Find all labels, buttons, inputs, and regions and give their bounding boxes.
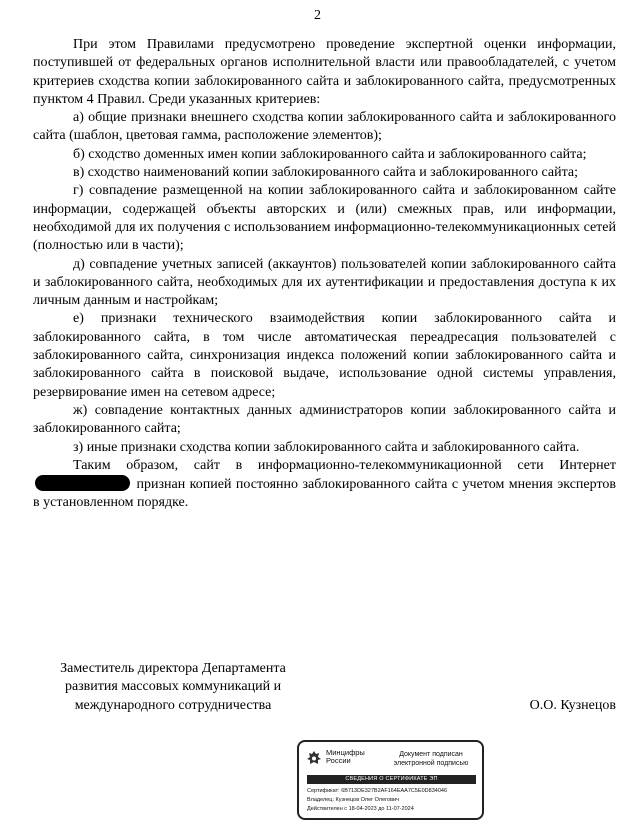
signatory-position — [33, 660, 313, 715]
certificate-validity: Действителен с 18-04-2023 до 11-07-2024 — [307, 806, 414, 812]
criterion-g: г) совпадение размещенной на копии заблокированного сайта и заблокированном сайте информации, содержащей объекты авторских и (или) смежных прав, или информации, необходимой для их получения с использованием информационно-телекоммуникационных сетей (полностью или в части); — [33, 183, 616, 254]
emblem-icon — [306, 750, 322, 766]
conclusion-text-end: признан копией постоянно заблокированного сайта с учетом мнения экспертов в установленном порядке. — [33, 477, 616, 511]
certificate-owner: Владелец: Кузнецов Олег Олегович — [307, 797, 399, 803]
position-line: международного сотрудничества — [74, 697, 272, 713]
redacted-site-name — [35, 475, 130, 491]
stamp-header-bar: СВЕДЕНИЯ О СЕРТИФИКАТЕ ЭП — [307, 775, 476, 784]
conclusion-text-start: Таким образом, сайт в информационно-телекоммуникационной сети Интернет — [73, 457, 616, 473]
criterion-v: в) сходство наименований копии заблокированного сайта и заблокированного сайта; — [73, 165, 578, 181]
stamp-title: Документ подписан электронной подписью — [393, 751, 469, 767]
signatory-name: О.О. Кузнецов — [529, 698, 616, 713]
criterion-a: а) общие признаки внешнего сходства копии заблокированного сайта и заблокированного сайта (шаблон, цветовая гамма, расположение элементов); — [33, 110, 616, 144]
criterion-b: б) сходство доменных имен копии заблокированного сайта и заблокированного сайта; — [73, 146, 587, 162]
position-line: развития массовых коммуникаций и — [64, 679, 282, 695]
position-line: Заместитель директора Департамента — [60, 661, 286, 676]
electronic-signature-stamp — [297, 740, 484, 820]
paragraph-conclusion — [33, 457, 616, 513]
criterion-d: д) совпадение учетных записей (аккаунтов) пользователей копии заблокированного сайта и заблокированного сайта, необходимых для их аутентификации и предоставления доступа к их личным данным и настройкам; — [33, 256, 616, 309]
criterion-z: з) иные признаки сходства копии заблокированного сайта и заблокированного сайта. — [73, 439, 580, 455]
criterion-zh: ж) совпадение контактных данных администраторов копии заблокированного сайта и заблокированного сайта; — [33, 402, 616, 437]
paragraph-intro: При этом Правилами предусмотрено проведение экспертной оценки информации, поступившей от федеральных органов исполнительной власти или правообладателей, с учетом критериев сходства копии заблокированного сайта и заблокированного сайта, предусмотренных пунктом 4 Правил. Среди указанных критериев: — [33, 37, 616, 107]
criterion-e: е) признаки технического взаимодействия копии заблокированного сайта и заблокированного сайта, в том числе автоматическая переадресация пользователей с заблокированного сайта, синхронизация индекса положений копии заблокированного сайта и заблокированного сайта в поисковой выдаче, использование одной системы управления, резервирование имен на сетевом адресе; — [33, 311, 616, 400]
stamp-details — [307, 787, 479, 814]
page-number: 2 — [314, 8, 321, 23]
certificate-number: Сертификат: 6B713DE327B2AF164EAA7C5E0D834046 — [307, 788, 447, 794]
stamp-organization: Минцифры России — [326, 748, 365, 765]
document-body — [33, 36, 616, 513]
